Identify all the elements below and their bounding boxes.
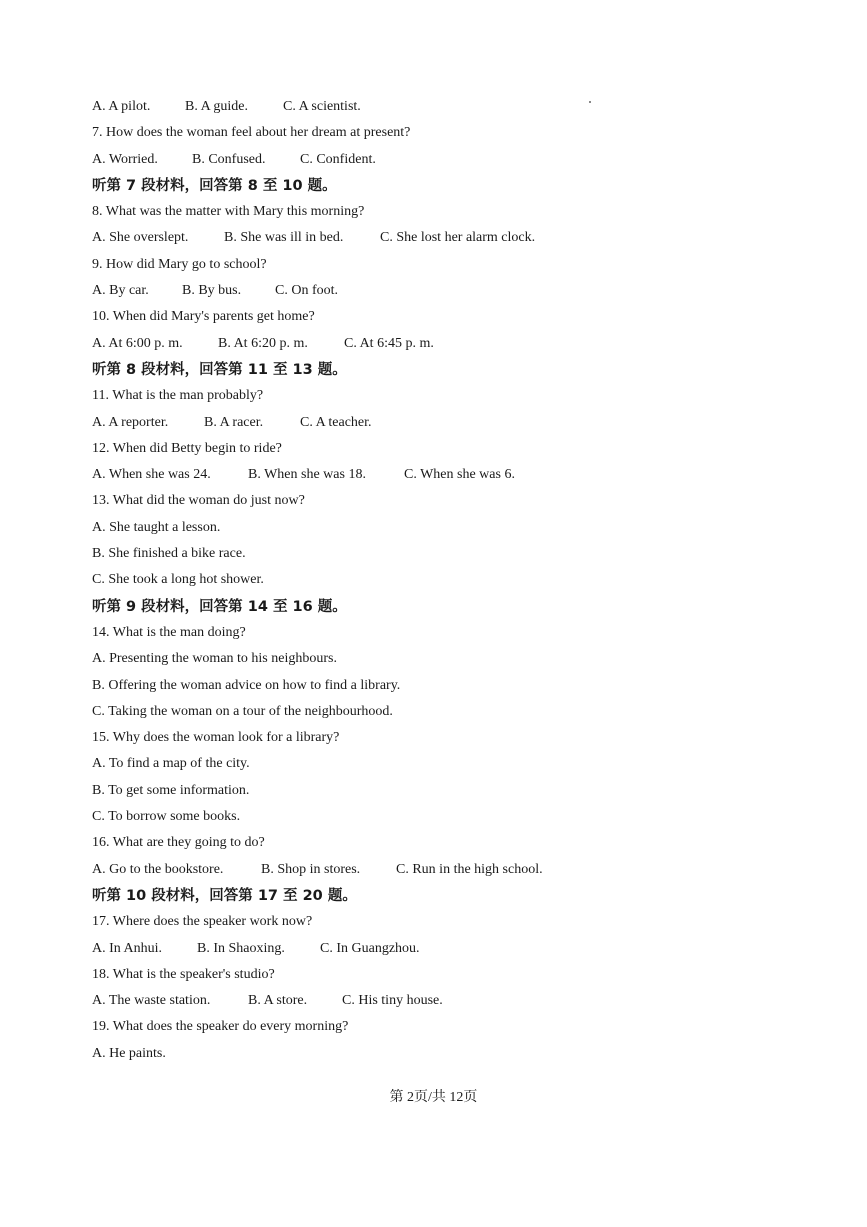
- answer-option: C. Run in the high school.: [396, 861, 543, 877]
- answer-option: B. Shop in stores.: [261, 861, 361, 877]
- options-row: [92, 225, 792, 251]
- section-heading: 听第 9 段材料，回答第 14 至 16 题。: [92, 598, 347, 615]
- answer-option: A. The waste station.: [92, 993, 211, 1009]
- question-text: 9. How did Mary go to school?: [92, 256, 267, 272]
- question-text: 8. What was the matter with Mary this morning?: [92, 204, 365, 220]
- answer-option: B. At 6:20 p. m.: [218, 335, 308, 351]
- answer-option: C. When she was 6.: [404, 467, 515, 483]
- answer-option: A. A reporter.: [92, 414, 169, 430]
- section-heading: 听第 7 段材料，回答第 8 至 10 题。: [92, 177, 337, 194]
- answer-option: B. A racer.: [204, 414, 264, 430]
- options-row: [92, 936, 792, 962]
- options-row: [92, 147, 792, 173]
- answer-option: B. She finished a bike race.: [92, 546, 246, 562]
- section-heading: 听第 10 段材料，回答第 17 至 20 题。: [92, 887, 357, 904]
- options-row: [92, 988, 792, 1014]
- answer-option: A. Go to the bookstore.: [92, 861, 224, 877]
- options-row: [92, 331, 792, 357]
- question-list: [92, 94, 792, 1067]
- options-row: [92, 94, 792, 120]
- answer-option: A. A pilot.: [92, 99, 151, 114]
- answer-option: C. Taking the woman on a tour of the neighbourhood.: [92, 703, 393, 719]
- question-text: 17. Where does the speaker work now?: [92, 914, 313, 930]
- answer-option: C. At 6:45 p. m.: [344, 335, 434, 351]
- answer-option: C. To borrow some books.: [92, 809, 241, 825]
- question-text: 12. When did Betty begin to ride?: [92, 440, 282, 456]
- answer-option: B. Confused.: [192, 151, 266, 167]
- answer-option: A. At 6:00 p. m.: [92, 335, 183, 351]
- question-text: 14. What is the man doing?: [92, 624, 246, 640]
- answer-option: A. By car.: [92, 283, 149, 299]
- question-text: 7. How does the woman feel about her dream at present?: [92, 125, 411, 141]
- answer-option: B. When she was 18.: [248, 467, 366, 483]
- answer-option: C. On foot.: [275, 283, 338, 299]
- answer-option: C. She took a long hot shower.: [92, 572, 264, 588]
- answer-option: A. When she was 24.: [92, 467, 211, 483]
- answer-option: C. A teacher.: [300, 414, 372, 430]
- answer-option: A. She overslept.: [92, 230, 189, 246]
- answer-option: B. By bus.: [182, 283, 242, 299]
- answer-option: B. In Shaoxing.: [197, 940, 285, 956]
- answer-option: C. Confident.: [300, 151, 376, 167]
- answer-option: C. A scientist.: [283, 99, 361, 114]
- question-text: 16. What are they going to do?: [92, 835, 265, 851]
- answer-option: A. To find a map of the city.: [92, 756, 250, 772]
- question-text: 10. When did Mary's parents get home?: [92, 309, 315, 325]
- answer-option: A. Presenting the woman to his neighbours.: [92, 651, 337, 667]
- options-row: [92, 410, 792, 436]
- answer-option: B. To get some information.: [92, 782, 250, 798]
- question-text: 11. What is the man probably?: [92, 388, 264, 404]
- answer-option: C. In Guangzhou.: [320, 940, 420, 956]
- question-text: 15. Why does the woman look for a library?: [92, 730, 340, 746]
- answer-option: B. A guide.: [185, 99, 249, 114]
- answer-option: C. She lost her alarm clock.: [380, 230, 536, 246]
- section-heading: 听第 8 段材料，回答第 11 至 13 题。: [92, 361, 347, 378]
- answer-option: B. Offering the woman advice on how to find a library.: [92, 677, 401, 693]
- answer-option: B. A store.: [248, 993, 308, 1009]
- answer-option: B. She was ill in bed.: [224, 230, 344, 246]
- options-row: [92, 278, 792, 304]
- answer-option: C. His tiny house.: [342, 993, 443, 1009]
- question-text: 13. What did the woman do just now?: [92, 493, 305, 509]
- answer-option: A. She taught a lesson.: [92, 519, 221, 535]
- question-text: 18. What is the speaker's studio?: [92, 966, 275, 982]
- answer-option: A. He paints.: [92, 1045, 166, 1061]
- page-footer: 第 2页/共 12页: [389, 1090, 478, 1105]
- answer-option: A. In Anhui.: [92, 940, 162, 956]
- options-row: [92, 857, 792, 883]
- options-row: [92, 462, 792, 488]
- question-text: 19. What does the speaker do every morning?: [92, 1019, 349, 1035]
- answer-option: A. Worried.: [92, 151, 158, 167]
